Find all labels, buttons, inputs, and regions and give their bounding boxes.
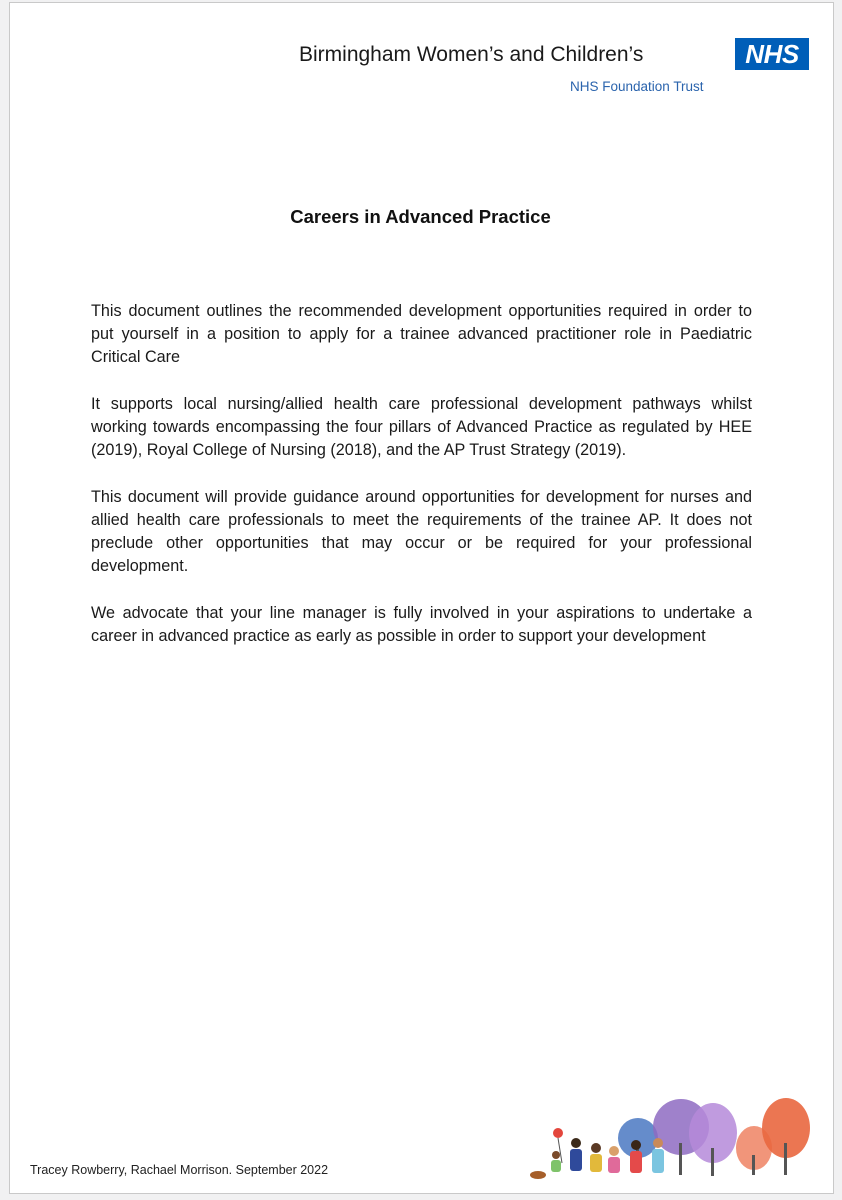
paragraph-3: This document will provide guidance around opportunities for development for nurses and allied health care professionals to meet the requirements of the trainee AP. It does not preclude other opportunities that may occur or be required for your professional development. xyxy=(91,488,752,575)
nhs-logo: NHS xyxy=(735,38,809,70)
organisation-subtitle: NHS Foundation Trust xyxy=(570,79,704,94)
paragraph-1: This document outlines the recommended development opportunities required in order to put yourself in a position to apply for a trainee advanced practitioner role in Paediatric Critical Care xyxy=(91,302,752,366)
page-title: Careers in Advanced Practice xyxy=(290,206,551,227)
document-body xyxy=(91,300,752,672)
document-page xyxy=(9,2,834,1194)
paragraph-4: We advocate that your line manager is fully involved in your aspirations to undertake a career in advanced practice as early as possible in order to support your development xyxy=(91,604,752,645)
tree-illustration xyxy=(618,1098,810,1176)
footer-authors: Tracey Rowberry, Rachael Morrison. September 2022 xyxy=(30,1163,329,1177)
organisation-name: Birmingham Women’s and Children’s xyxy=(299,43,644,66)
header xyxy=(10,3,835,113)
paragraph-2: It supports local nursing/allied health care professional development pathways whilst working towards encompassing the four pillars of Advanced Practice as regulated by HEE (2019), Royal College of Nursing (2018), and the AP Trust Strategy (2019). xyxy=(91,395,752,459)
footer-illustration xyxy=(518,1093,818,1183)
